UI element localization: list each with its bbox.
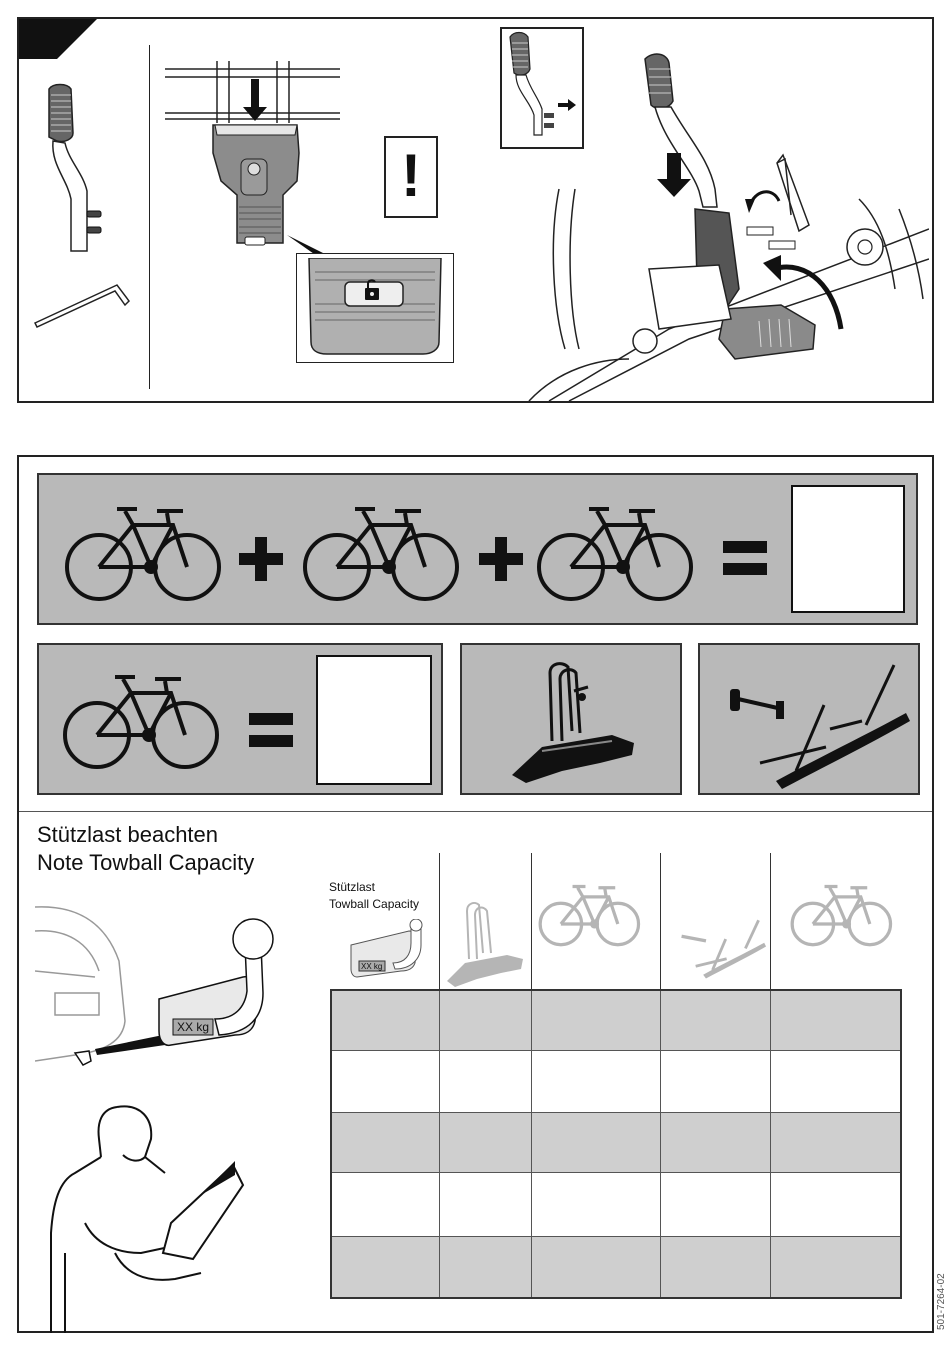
table-column-divider	[531, 991, 532, 1297]
equals-sign	[249, 713, 293, 754]
towball-plate-icon	[349, 919, 445, 981]
header-divider	[439, 853, 440, 989]
table-row	[332, 1173, 900, 1237]
equals-sign	[723, 541, 767, 582]
table-column-divider	[770, 991, 771, 1297]
person-reading-drawing	[45, 1103, 245, 1333]
capacity-label-de: Stützlast	[329, 880, 376, 894]
header-divider	[770, 853, 771, 989]
bike-icon	[297, 495, 467, 605]
bike-icon	[59, 495, 229, 605]
bike-icon	[531, 495, 701, 605]
weight-label-small: XX kg	[361, 962, 383, 971]
rotate-arrow-icon	[745, 192, 779, 213]
table-row	[332, 1113, 900, 1173]
rail-panel	[698, 643, 920, 795]
divider	[149, 45, 150, 389]
top-instruction-panel	[17, 17, 934, 403]
carrier-panel	[460, 643, 682, 795]
header-divider	[660, 853, 661, 989]
weight-label: XX kg	[177, 1020, 210, 1034]
result-box	[316, 655, 432, 785]
table-row	[332, 1051, 900, 1113]
table-column-divider	[660, 991, 661, 1297]
bike-icon	[57, 663, 227, 773]
result-box	[791, 485, 905, 613]
bike-rail-icon	[716, 655, 912, 789]
bike-icon	[535, 875, 645, 951]
plus-sign	[477, 535, 525, 588]
plus-sign	[237, 535, 285, 588]
header-divider	[531, 853, 532, 989]
hex-key-icon	[33, 277, 133, 337]
car-towball-drawing	[35, 901, 315, 1081]
section-heading-de: Stützlast beachten	[37, 822, 219, 847]
lock-mechanism-drawing	[165, 61, 355, 251]
installation-drawing	[519, 29, 929, 401]
bottom-capacity-panel	[17, 455, 934, 1333]
bike-carrier-icon	[443, 897, 527, 989]
warning-box	[384, 136, 438, 218]
corner-marker-icon	[19, 19, 99, 61]
section-heading-en: Note Towball Capacity	[37, 850, 255, 875]
table-row	[332, 991, 900, 1051]
capacity-table	[330, 989, 902, 1299]
table-row	[332, 1237, 900, 1297]
document-number: 501-7264-02	[936, 1273, 947, 1330]
bike-carrier-icon	[502, 651, 652, 789]
bike-rail-icon	[675, 911, 767, 983]
warning-icon: !	[401, 142, 421, 209]
capacity-label-en: Towball Capacity	[329, 897, 420, 911]
bike-icon	[787, 875, 897, 951]
table-column-divider	[439, 991, 440, 1297]
handle-arm-icon	[39, 81, 109, 261]
unlock-zoom-box	[296, 253, 454, 363]
section-divider	[19, 811, 932, 812]
